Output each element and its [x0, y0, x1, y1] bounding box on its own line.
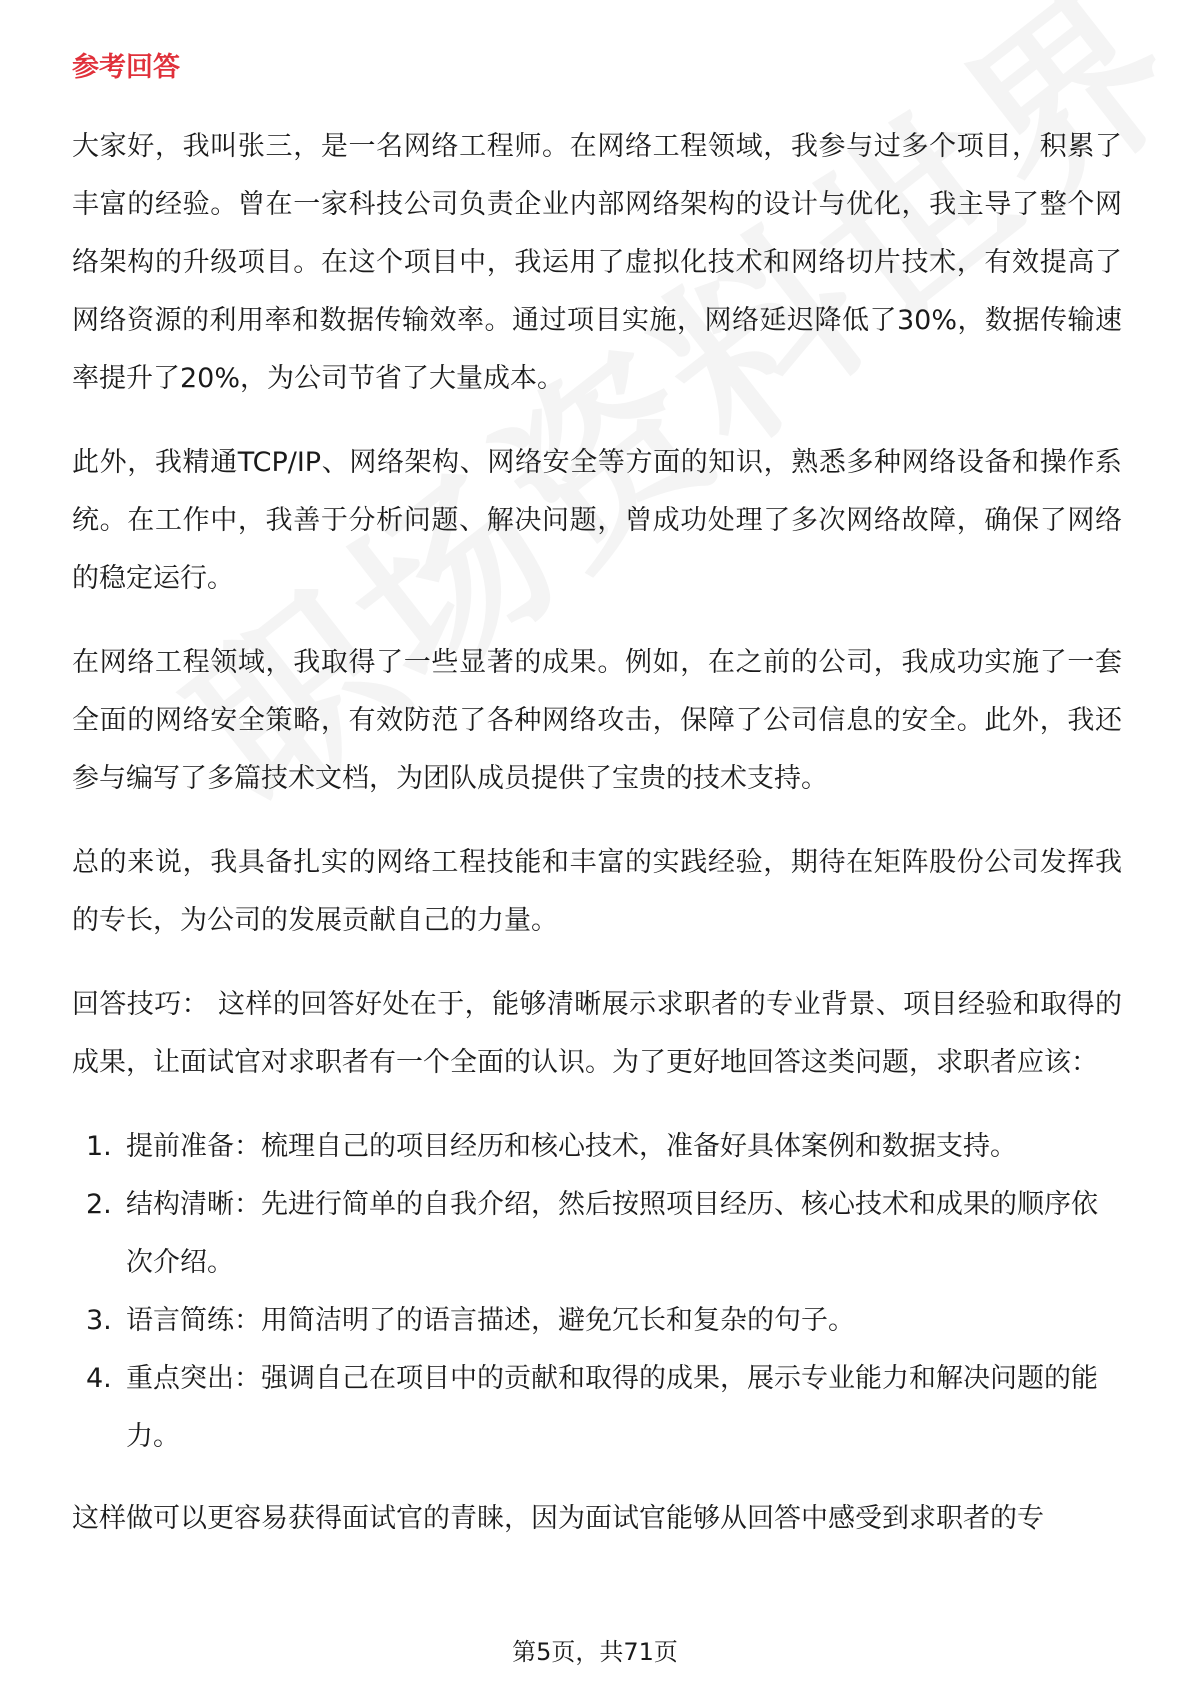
list-number: 3. — [86, 1305, 112, 1336]
paragraph-summary: 总的来说，我具备扎实的网络工程技能和丰富的实践经验，期待在矩阵股份公司发挥我的专长，为公司的发展贡献自己的力量。 — [72, 847, 1122, 936]
paragraph-skills: 此外，我精通TCP/IP、网络架构、网络安全等方面的知识，熟悉多种网络设备和操作系统。在工作中，我善于分析问题、解决问题，曾成功处理了多次网络故障，确保了网络的稳定运行。 — [72, 447, 1122, 594]
document-body — [72, 48, 1122, 1574]
list-text: 重点突出：强调自己在项目中的贡献和取得的成果，展示专业能力和解决问题的能力。 — [126, 1363, 1098, 1452]
section-title: 参考回答 — [72, 52, 180, 83]
list-item — [72, 1292, 1122, 1350]
paragraph-achievements: 在网络工程领域，我取得了一些显著的成果。例如，在之前的公司，我成功实施了一套全面的网络安全策略，有效防范了各种网络攻击，保障了公司信息的安全。此外，我还参与编写了多篇技术文档，为团队成员提供了宝贵的技术支持。 — [72, 647, 1122, 794]
tips-list — [72, 1118, 1122, 1466]
list-item — [72, 1118, 1122, 1176]
list-text: 提前准备：梳理自己的项目经历和核心技术，准备好具体案例和数据支持。 — [126, 1131, 1017, 1162]
list-text: 语言简练：用简洁明了的语言描述，避免冗长和复杂的句子。 — [126, 1305, 855, 1336]
list-number: 2. — [86, 1189, 112, 1220]
list-number: 1. — [86, 1131, 112, 1162]
list-number: 4. — [86, 1363, 112, 1394]
paragraph-closing: 这样做可以更容易获得面试官的青睐，因为面试官能够从回答中感受到求职者的专 — [72, 1503, 1044, 1534]
paragraph-tips-intro: 回答技巧： 这样的回答好处在于，能够清晰展示求职者的专业背景、项目经验和取得的成果，让面试官对求职者有一个全面的认识。为了更好地回答这类问题，求职者应该： — [72, 989, 1122, 1078]
list-item — [72, 1176, 1122, 1292]
paragraph-intro: 大家好，我叫张三，是一名网络工程师。在网络工程领域，我参与过多个项目，积累了丰富的经验。曾在一家科技公司负责企业内部网络架构的设计与优化，我主导了整个网络架构的升级项目。在这个项目中，我运用了虚拟化技术和网络切片技术，有效提高了网络资源的利用率和数据传输效率。通过项目实施，网络延迟降低了30%，数据传输速率提升了20%，为公司节省了大量成本。 — [72, 131, 1122, 394]
list-text: 结构清晰：先进行简单的自我介绍，然后按照项目经历、核心技术和成果的顺序依次介绍。 — [126, 1189, 1098, 1278]
page-number: 第5页，共71页 — [512, 1638, 678, 1666]
list-item — [72, 1350, 1122, 1466]
